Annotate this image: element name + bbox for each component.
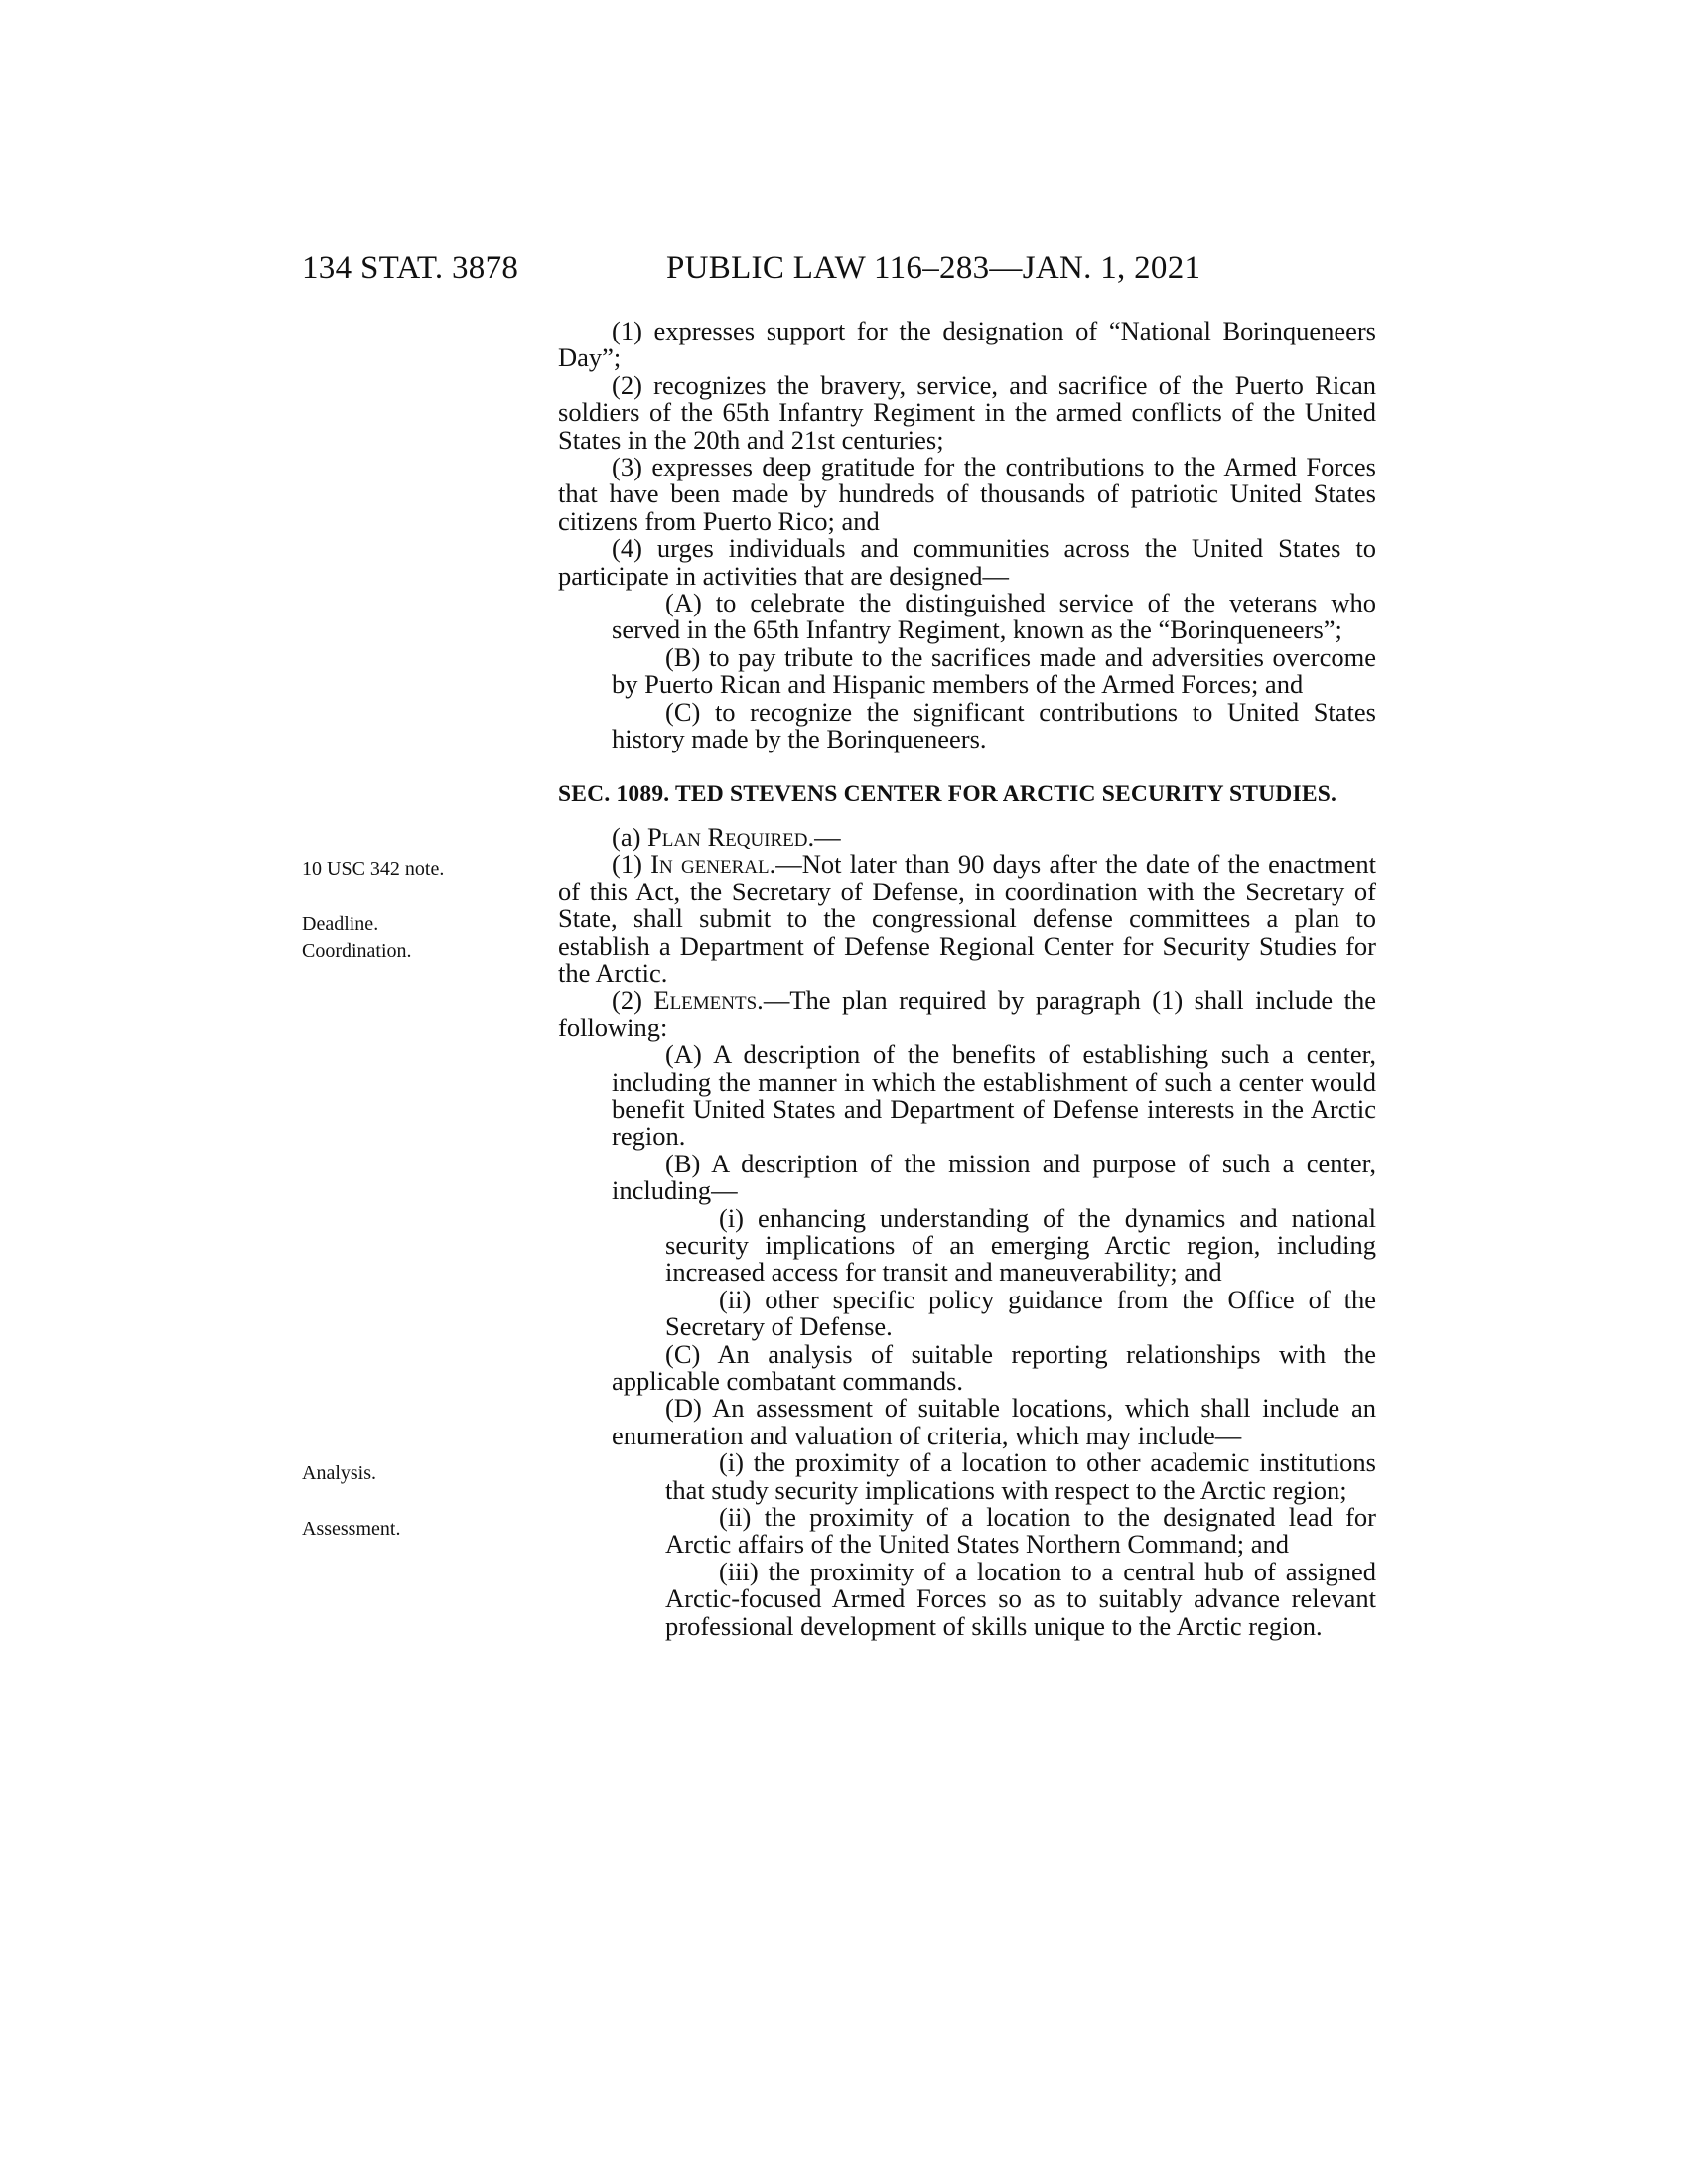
paragraph-a2-title: Elements. <box>653 985 764 1016</box>
paragraph-a1-title: In general. <box>650 849 776 880</box>
element-d-iii: (iii) the proximity of a location to a central hub of assigned Arctic-focused Armed Forces so as to suitably advance relevant professional development of skills unique to the Arctic region. <box>665 1556 1376 1641</box>
running-head: PUBLIC LAW 116–283—JAN. 1, 2021 <box>666 250 1201 286</box>
paragraph-a1-label: (1) <box>612 849 642 880</box>
paragraph-a2-label: (2) <box>612 985 642 1016</box>
page-stat-number: 134 STAT. 3878 <box>302 250 519 286</box>
element-b: (B) A description of the mission and purpose of such a center, including— <box>612 1148 1376 1206</box>
subparagraph-c: (C) to recognize the significant contributions to United States history made by the Borinqueneers. <box>612 696 1376 754</box>
element-c: (C) An analysis of suitable reporting relationships with the applicable combatant commands. <box>612 1338 1376 1397</box>
subsection-a-label: (a) <box>612 821 641 852</box>
margin-note-usc: 10 USC 342 note. <box>302 858 445 880</box>
element-d: (D) An assessment of suitable locations, which shall include an enumeration and valuation of criteria, which may include— <box>612 1393 1376 1450</box>
document-body <box>558 318 1376 1640</box>
margin-note-deadline: Deadline. <box>302 913 379 935</box>
subparagraph-a: (A) to celebrate the distinguished service of the veterans who served in the 65th Infantry Regiment, known as the “Borinqueneers”; <box>612 588 1376 645</box>
subsection-a-title: Plan Required.— <box>647 821 841 852</box>
paragraph-a2 <box>558 987 1376 1041</box>
element-b-ii: (ii) other specific policy guidance from the Office of the Secretary of Defense. <box>665 1284 1376 1342</box>
margin-note-coordination: Coordination. <box>302 940 412 962</box>
paragraph-a1-text: —Not later than 90 days after the date of the enactment of this Act, the Secretary of Defense, in coordination with the Secretary of State, shall submit to the congressional defense committees a plan to establish a Department of Defense Regional Center for Security Studies for the Arctic. <box>558 849 1377 988</box>
paragraph-4: (4) urges individuals and communities across the United States to participate in activities that are designed— <box>558 533 1376 591</box>
margin-note-analysis: Analysis. <box>302 1462 376 1484</box>
paragraph-a2-text: —The plan required by paragraph (1) shall include the following: <box>558 985 1376 1042</box>
margin-note-assessment: Assessment. <box>302 1518 401 1540</box>
element-b-i: (i) enhancing understanding of the dynamics and national security implications of an emerging Arctic region, including increased access for transit and maneuverability; and <box>665 1202 1376 1288</box>
element-d-i: (i) the proximity of a location to other academic institutions that study security implications with respect to the Arctic region; <box>665 1447 1376 1505</box>
element-d-ii: (ii) the proximity of a location to the designated lead for Arctic affairs of the United States Northern Command; and <box>665 1502 1376 1560</box>
subsection-a-heading <box>558 821 1376 852</box>
paragraph-3: (3) expresses deep gratitude for the contributions to the Armed Forces that have been made by hundreds of thousands of patriotic United States citizens from Puerto Rico; and <box>558 452 1376 536</box>
section-heading: SEC. 1089. TED STEVENS CENTER FOR ARCTIC SECURITY STUDIES. <box>558 780 1337 807</box>
paragraph-2: (2) recognizes the bravery, service, and sacrifice of the Puerto Rican soldiers of the 65th Infantry Regiment in the armed conflicts of the United States in the 20th and 21st centuries; <box>558 369 1376 455</box>
paragraph-a1 <box>558 851 1376 987</box>
paragraph-1: (1) expresses support for the designation of “National Borinqueneers Day”; <box>558 316 1376 373</box>
subparagraph-b: (B) to pay tribute to the sacrifices made and adversities overcome by Puerto Rican and Hispanic members of the Armed Forces; and <box>612 641 1376 700</box>
element-a: (A) A description of the benefits of establishing such a center, including the manner in which the establishment of such a center would benefit United States and Department of Defense interests in the Arctic region. <box>612 1039 1376 1152</box>
